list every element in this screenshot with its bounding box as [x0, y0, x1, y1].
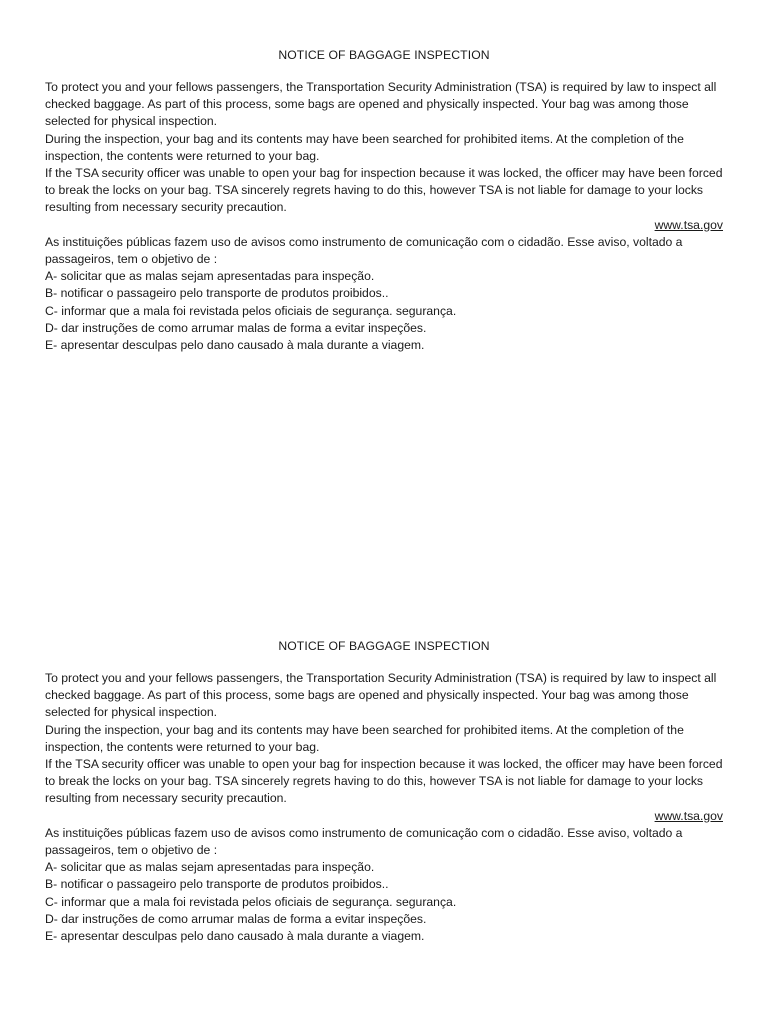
notice-paragraph-1: To protect you and your fellows passengers, the Transportation Security Administration (TSA) is required by law to inspect all checked baggage. As part of this process, some bags are opened and physically inspected. Your bag was among those selected for physical inspection.	[45, 671, 717, 720]
option-e: E- apresentar desculpas pelo dano causado à mala durante a viagem.	[45, 929, 425, 944]
option-c: C- informar que a mala foi revistada pelos oficiais de segurança. segurança.	[45, 894, 457, 909]
tsa-link[interactable]: www.tsa.gov	[654, 808, 723, 823]
option-d: D- dar instruções de como arrumar malas de forma a evitar inspeções.	[45, 320, 427, 335]
notice-url-line	[45, 217, 723, 234]
notice-paragraph-3: If the TSA security officer was unable to open your bag for inspection because it was locked, the officer may have been forced to break the locks on your bag. TSA sincerely regrets having to do this, however TSA is not liable for damage to your locks resulting from necessary security precaution.	[45, 166, 723, 215]
notice-paragraph-2: During the inspection, your bag and its contents may have been searched for prohibited items. At the completion of the inspection, the contents were returned to your bag.	[45, 131, 684, 163]
notice-block-1	[45, 47, 723, 354]
option-d: D- dar instruções de como arrumar malas de forma a evitar inspeções.	[45, 911, 427, 926]
notice-paragraph-1: To protect you and your fellows passengers, the Transportation Security Administration (TSA) is required by law to inspect all checked baggage. As part of this process, some bags are opened and physically inspected. Your bag was among those selected for physical inspection.	[45, 80, 717, 129]
option-b: B- notificar o passageiro pelo transporte de produtos proibidos..	[45, 286, 389, 301]
notice-url-line	[45, 808, 723, 825]
tsa-link[interactable]: www.tsa.gov	[654, 217, 723, 232]
notice-paragraph-3: If the TSA security officer was unable to open your bag for inspection because it was locked, the officer may have been forced to break the locks on your bag. TSA sincerely regrets having to do this, however TSA is not liable for damage to your locks resulting from necessary security precaution.	[45, 757, 723, 806]
option-a: A- solicitar que as malas sejam apresentadas para inspeção.	[45, 860, 375, 875]
notice-title: NOTICE OF BAGGAGE INSPECTION	[278, 48, 490, 62]
option-e: E- apresentar desculpas pelo dano causado à mala durante a viagem.	[45, 338, 425, 353]
question-stem: As instituições públicas fazem uso de avisos como instrumento de comunicação com o cidadão. Esse aviso, voltado a passageiros, tem o objetivo de :	[45, 825, 683, 858]
option-c: C- informar que a mala foi revistada pelos oficiais de segurança. segurança.	[45, 303, 457, 318]
question-stem: As instituições públicas fazem uso de avisos como instrumento de comunicação com o cidadão. Esse aviso, voltado a passageiros, tem o objetivo de :	[45, 234, 683, 267]
notice-paragraph-2: During the inspection, your bag and its contents may have been searched for prohibited items. At the completion of the inspection, the contents were returned to your bag.	[45, 722, 684, 754]
option-a: A- solicitar que as malas sejam apresentadas para inspeção.	[45, 269, 375, 284]
notice-title: NOTICE OF BAGGAGE INSPECTION	[278, 639, 490, 653]
notice-block-2	[45, 638, 723, 945]
option-b: B- notificar o passageiro pelo transporte de produtos proibidos..	[45, 877, 389, 892]
